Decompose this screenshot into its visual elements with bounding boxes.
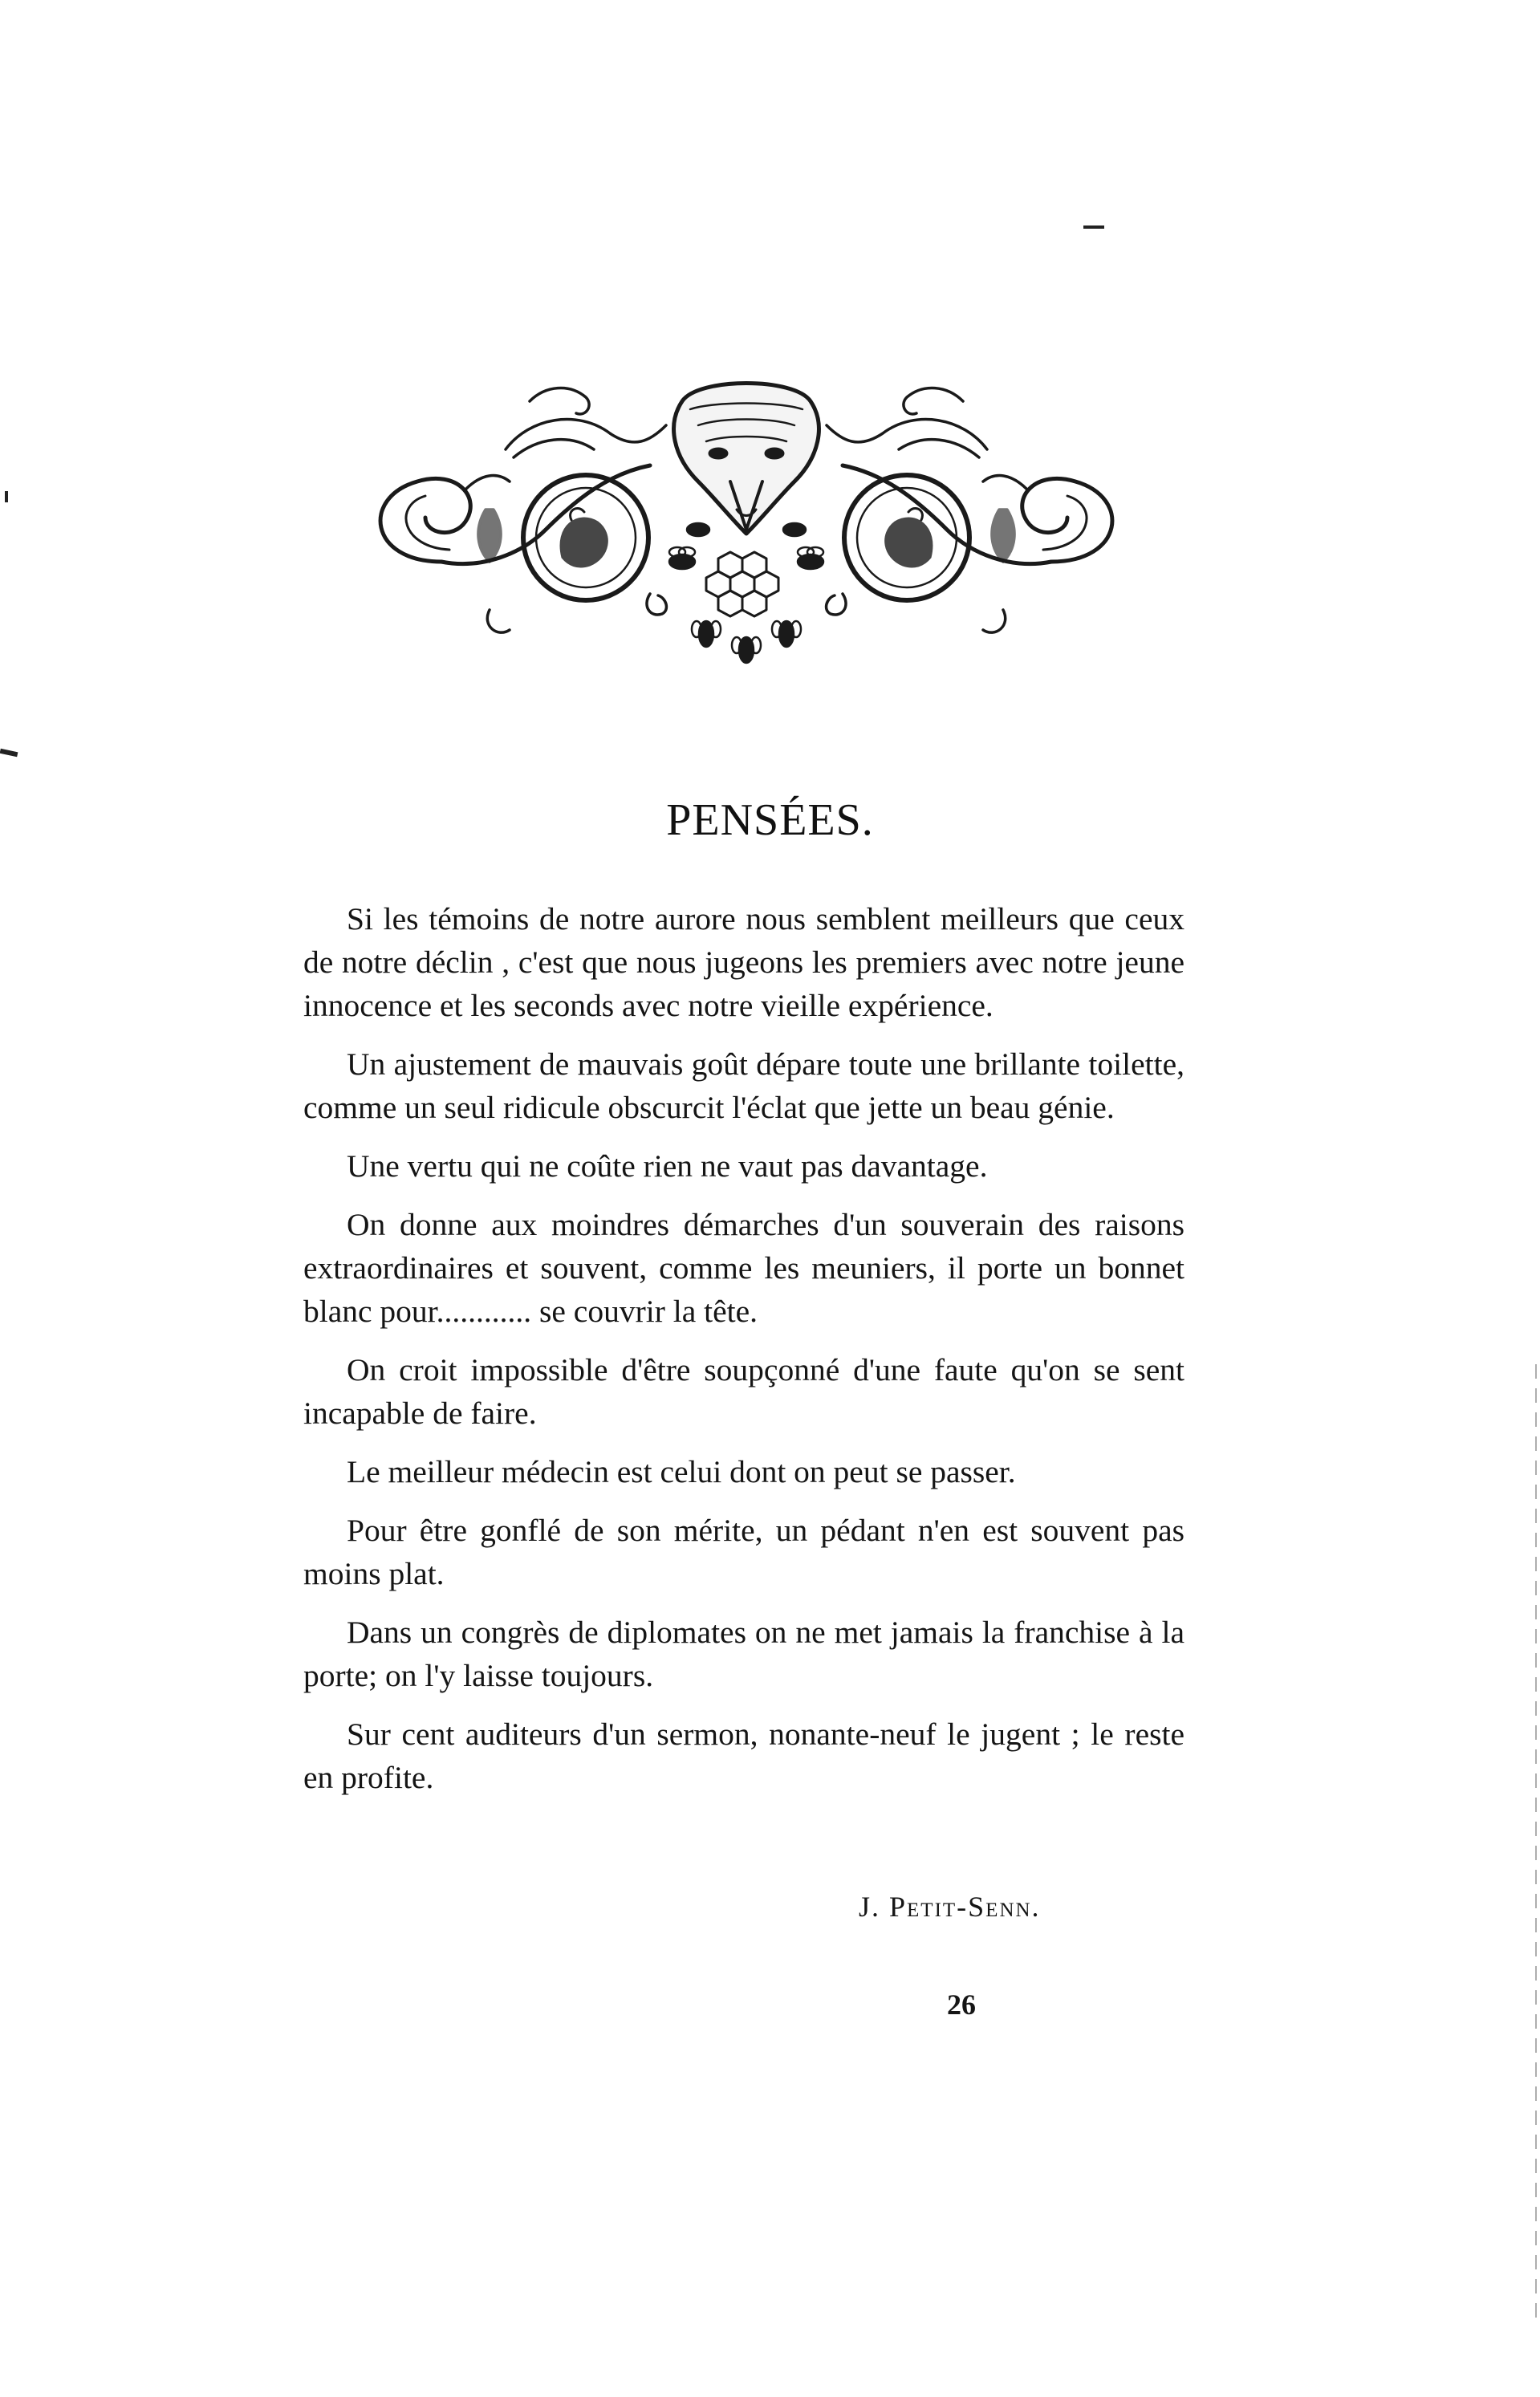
animal-head-icon [674,384,819,534]
paragraph: On donne aux moindres démarches d'un souverain des raisons extraordinaires et souvent, comme les meuniers, il porte un bonnet blanc pour............ se couvrir la tête. [303,1207,1184,1329]
ink-dash [1083,225,1104,229]
paragraph: Un ajustement de mauvais goût dépare toute une brillante toilette, comme un seul ridicule obscurcit l'éclat que jette un beau génie. [303,1046,1184,1125]
body-text [303,897,1184,1814]
page-edge-line [1535,1364,1537,2327]
page-title: PENSÉES. [666,795,874,845]
floral-ornament-icon [345,369,1148,730]
honeycomb-icon [706,552,778,616]
paragraph: Pour être gonflé de son mérite, un pédant n'en est souvent pas moins plat. [303,1513,1184,1591]
paragraph: Une vertu qui ne coûte rien ne vaut pas davantage. [347,1148,988,1184]
paragraph: Si les témoins de notre aurore nous semblent meilleurs que ceux de notre déclin , c'est que nous jugeons les premiers avec notre jeune innocence et les seconds avec notre vieille expérience. [303,901,1184,1023]
paragraph: Le meilleur médecin est celui dont on peut se passer. [347,1454,1016,1489]
bee-icon [669,523,823,663]
ink-speck [5,491,8,502]
paragraph: On croit impossible d'être soupçonné d'une faute qu'on se sent incapable de faire. [303,1352,1184,1431]
ink-mark-left [0,749,18,757]
paragraph: Dans un congrès de diplomates on ne met jamais la franchise à la porte; on l'y laisse toujours. [303,1615,1184,1693]
paragraph: Sur cent auditeurs d'un sermon, nonante-neuf le jugent ; le reste en profite. [303,1716,1184,1795]
page-number: 26 [947,1989,976,2021]
author-signature: J. Petit-Senn. [859,1891,1041,1923]
